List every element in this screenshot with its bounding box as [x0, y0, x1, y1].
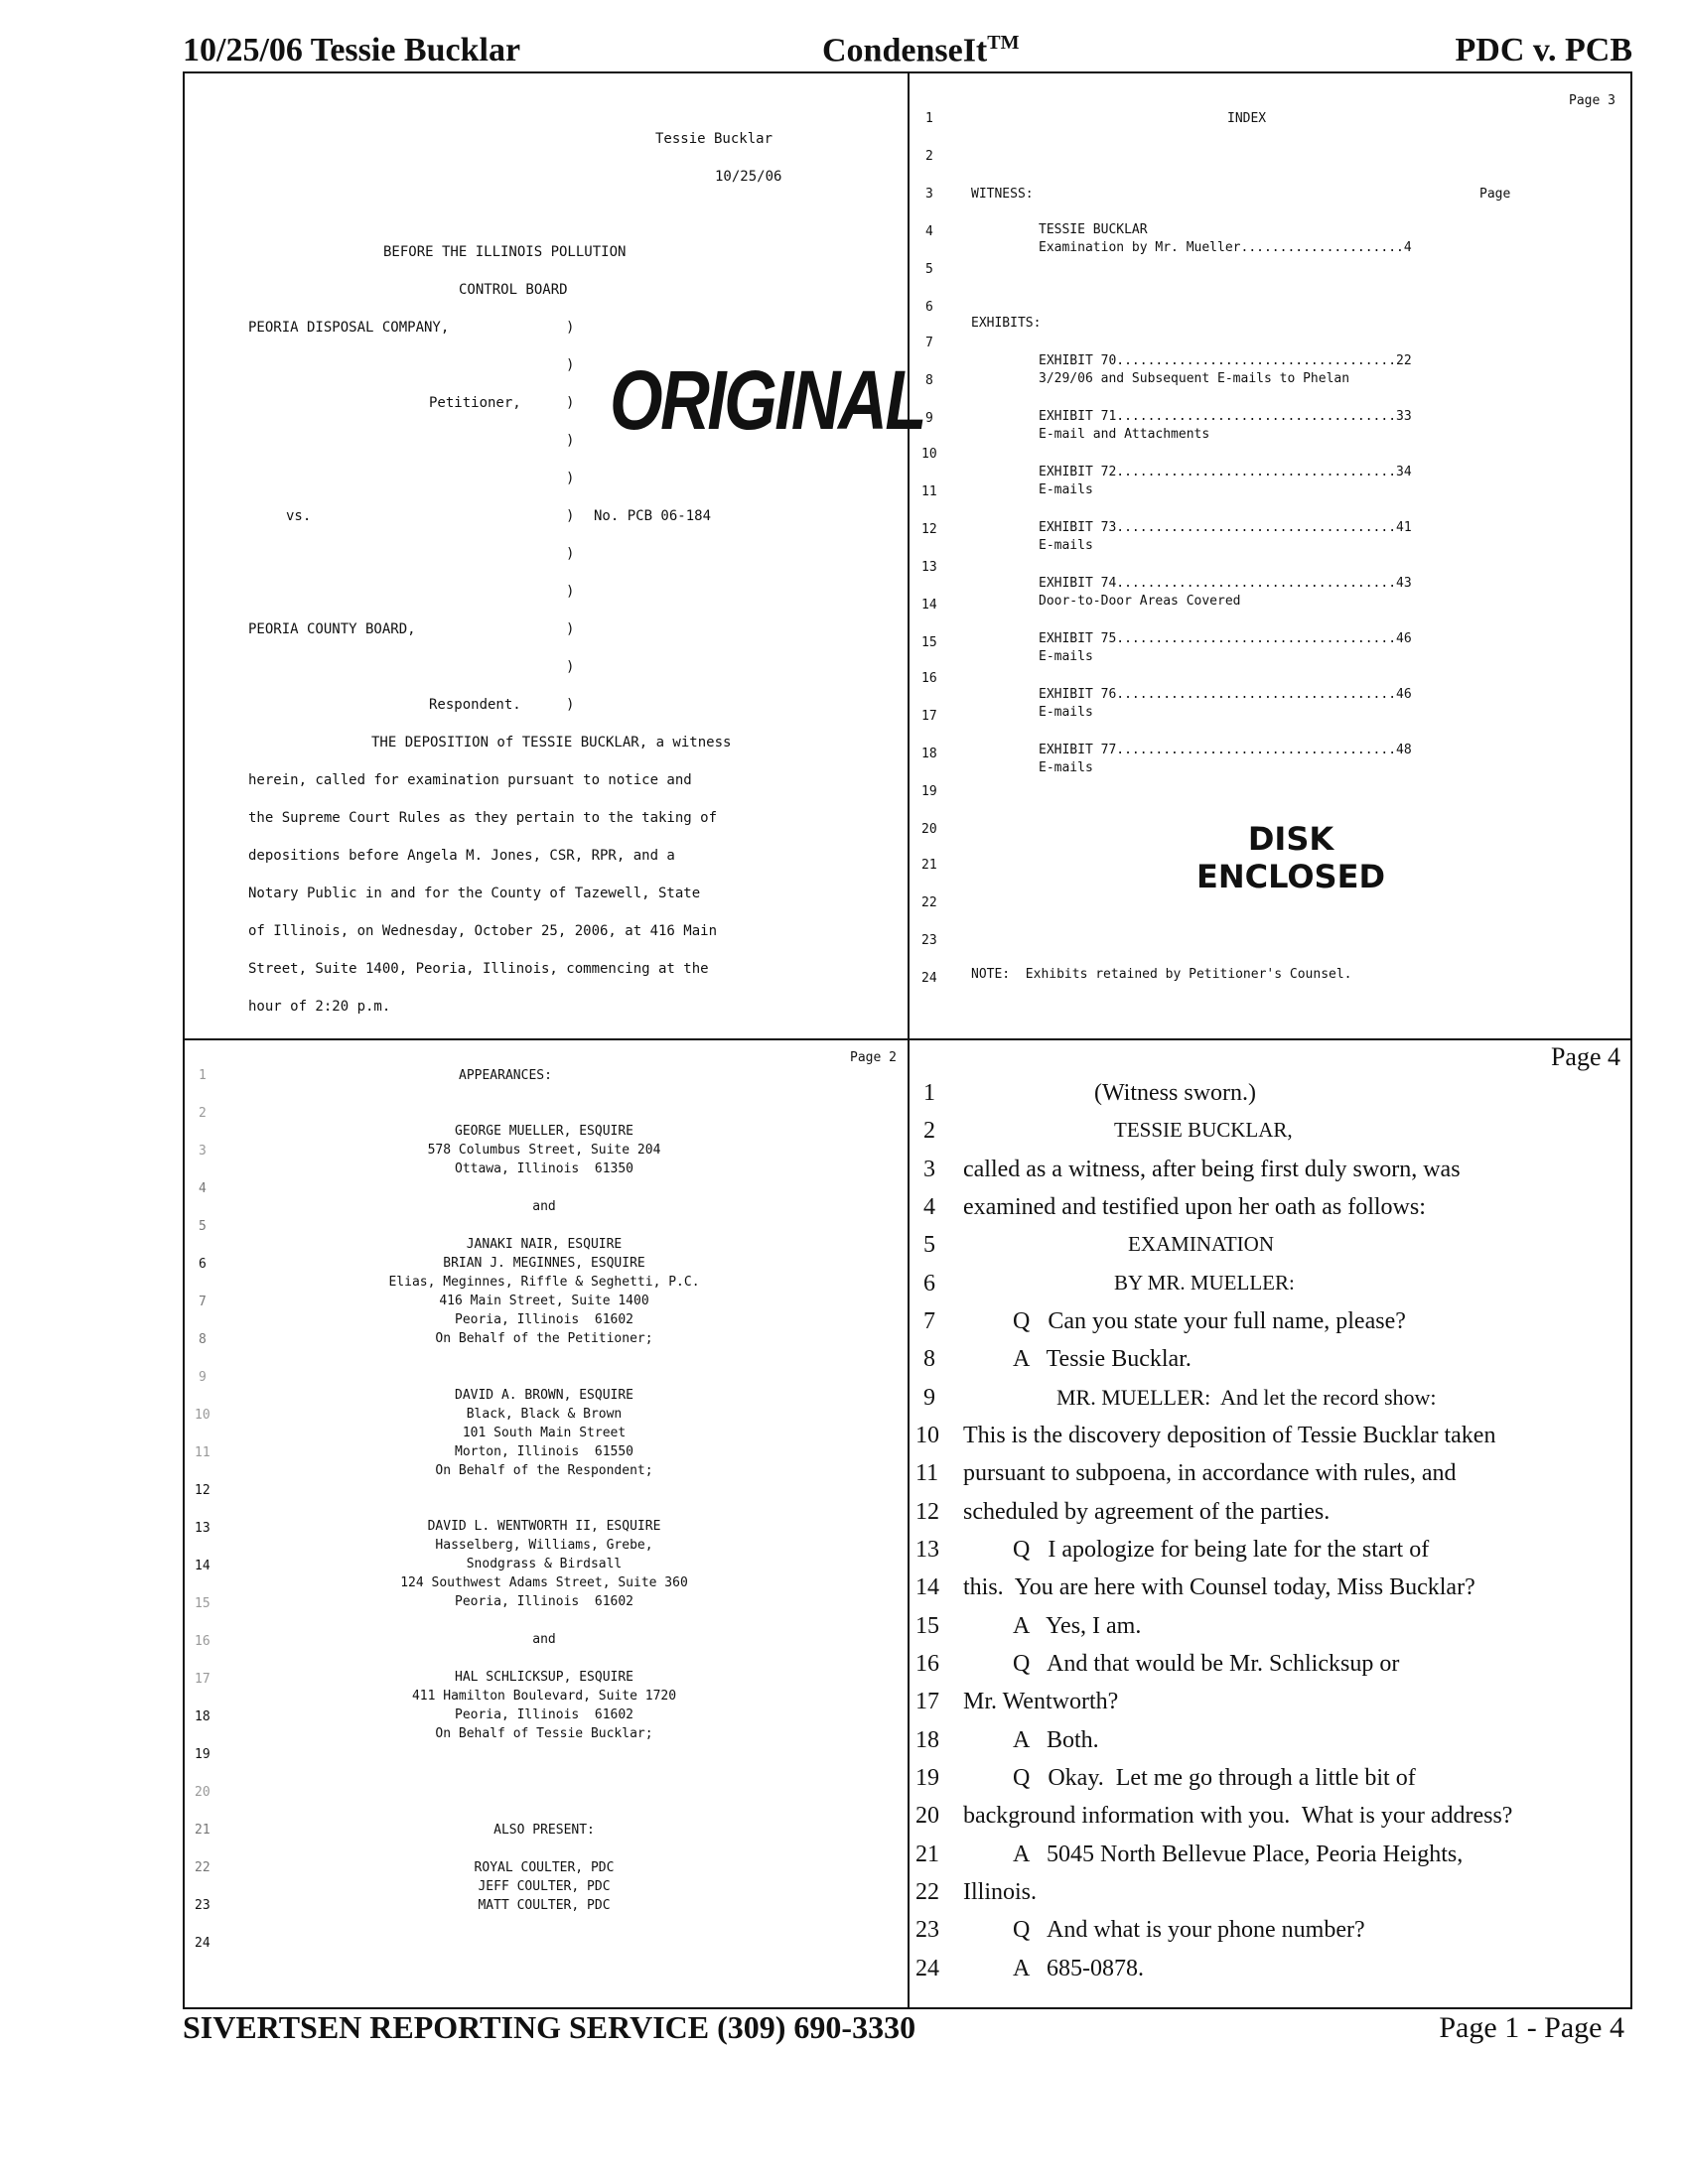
line-number: 4 — [199, 1181, 207, 1196]
caption-bracket: ) — [566, 357, 575, 373]
appearance-line: DAVID A. BROWN, ESQUIRE — [454, 1388, 634, 1403]
caption-bracket: ) — [566, 433, 575, 449]
appearance-line: Ottawa, Illinois 61350 — [454, 1161, 634, 1176]
line-number: 20 — [915, 1803, 939, 1829]
appearance-line: and — [532, 1632, 556, 1647]
appearance-line: Peoria, Illinois 61602 — [454, 1312, 634, 1327]
line-number: 11 — [915, 1460, 939, 1486]
line-number: 22 — [921, 895, 937, 910]
exhibit-description: E-mail and Attachments — [1039, 427, 1210, 442]
exhibit-entry: EXHIBIT 77....................................48 — [1039, 743, 1412, 757]
caption-bracket: ) — [566, 584, 575, 600]
appearance-line: Black, Black & Brown — [466, 1407, 623, 1422]
transcript-line: Q I apologize for being late for the start of — [1013, 1537, 1430, 1563]
transcript-line: scheduled by agreement of the parties. — [963, 1499, 1331, 1525]
line-number: 17 — [921, 709, 937, 724]
line-number: 13 — [195, 1521, 210, 1536]
line-number: 12 — [915, 1499, 939, 1525]
page1-body-line: hour of 2:20 p.m. — [248, 999, 391, 1015]
exhibit-entry: EXHIBIT 73....................................41 — [1039, 520, 1412, 535]
header-case-date: 10/25/06 Tessie Bucklar — [183, 32, 521, 68]
line-number: 14 — [195, 1559, 210, 1573]
transcript-line: A 5045 North Bellevue Place, Peoria Heights, — [1013, 1842, 1464, 1867]
footer-page-range: Page 1 - Page 4 — [1439, 2011, 1624, 2044]
line-number: 5 — [925, 262, 933, 277]
line-number: 6 — [923, 1271, 935, 1297]
page1-body-line: depositions before Angela M. Jones, CSR, RPR, and a — [248, 848, 675, 864]
page1-vs: vs. — [286, 508, 312, 524]
transcript-line: A Both. — [1013, 1727, 1099, 1753]
line-number: 16 — [915, 1651, 939, 1677]
line-number: 4 — [925, 224, 933, 239]
page1-body-line: the Supreme Court Rules as they pertain to the taking of — [248, 810, 718, 826]
transcript-line: Q Okay. Let me go through a little bit of — [1013, 1765, 1416, 1791]
transcript-line: A 685-0878. — [1013, 1956, 1144, 1981]
exhibit-description: E-mails — [1039, 482, 1093, 497]
page1-body-line: herein, called for examination pursuant to notice and — [248, 772, 692, 788]
line-number: 13 — [921, 560, 937, 575]
line-number: 8 — [923, 1346, 935, 1372]
transcript-line: Illinois. — [963, 1879, 1038, 1905]
caption-bracket: ) — [566, 320, 575, 336]
page1-respondent-label: Respondent. — [429, 697, 521, 713]
exhibit-description: E-mails — [1039, 649, 1093, 664]
line-number: 14 — [921, 598, 937, 613]
transcript-line: This is the discovery deposition of Tessie Bucklar taken — [963, 1423, 1496, 1448]
exhibit-description: 3/29/06 and Subsequent E-mails to Phelan — [1039, 371, 1350, 386]
appearance-line: GEORGE MUELLER, ESQUIRE — [454, 1124, 634, 1139]
line-number: 16 — [195, 1634, 210, 1649]
line-number: 7 — [925, 336, 933, 350]
transcript-line: Mr. Wentworth? — [963, 1689, 1119, 1714]
line-number: 6 — [199, 1257, 207, 1272]
caption-bracket: ) — [566, 697, 575, 713]
transcript-line: examined and testified upon her oath as follows: — [963, 1194, 1426, 1220]
transcript-line: TESSIE BUCKLAR, — [1114, 1118, 1293, 1142]
line-number: 15 — [915, 1613, 939, 1639]
line-number: 12 — [921, 522, 937, 537]
line-number: 15 — [921, 635, 937, 650]
page3-label: Page 3 — [1569, 93, 1615, 108]
page1-date: 10/25/06 — [715, 169, 782, 185]
page1-body-line: Notary Public in and for the County of Tazewell, State — [248, 886, 701, 901]
page1-respondent-party: PEORIA COUNTY BOARD, — [248, 621, 416, 637]
line-number: 24 — [915, 1956, 939, 1981]
page1-body-line: Street, Suite 1400, Peoria, Illinois, commencing at the — [248, 961, 709, 977]
exhibit-entry: EXHIBIT 75....................................46 — [1039, 631, 1412, 646]
page2-label: Page 2 — [850, 1050, 897, 1065]
appearance-line: MATT COULTER, PDC — [478, 1898, 611, 1913]
line-number: 12 — [195, 1483, 210, 1498]
page1-name: Tessie Bucklar — [655, 131, 773, 147]
line-number: 7 — [923, 1308, 935, 1334]
original-stamp: ORIGINAL — [610, 353, 925, 447]
line-number: 18 — [921, 747, 937, 761]
line-number: 3 — [925, 187, 933, 202]
page3-exhibits-heading: EXHIBITS: — [971, 316, 1042, 331]
line-number: 1 — [199, 1068, 207, 1083]
appearance-line: ROYAL COULTER, PDC — [474, 1860, 615, 1875]
page1-petitioner-label: Petitioner, — [429, 395, 521, 411]
line-number: 20 — [195, 1785, 210, 1800]
line-number: 19 — [195, 1747, 210, 1762]
horizontal-divider — [183, 1038, 1632, 1040]
appearance-line: JEFF COULTER, PDC — [478, 1879, 611, 1894]
transcript-line: A Yes, I am. — [1013, 1613, 1142, 1639]
page3-witness-heading: WITNESS: — [971, 187, 1034, 202]
caption-bracket: ) — [566, 546, 575, 562]
line-number: 24 — [195, 1936, 210, 1951]
line-number: 19 — [915, 1765, 939, 1791]
exhibit-description: E-mails — [1039, 705, 1093, 720]
line-number: 11 — [195, 1445, 210, 1460]
appearance-line: Peoria, Illinois 61602 — [454, 1594, 634, 1609]
footer-reporting-service: SIVERTSEN REPORTING SERVICE (309) 690-3330 — [183, 2009, 916, 2045]
exhibit-entry: EXHIBIT 70....................................22 — [1039, 353, 1412, 368]
line-number: 9 — [199, 1370, 207, 1385]
exhibit-description: E-mails — [1039, 538, 1093, 553]
line-number: 2 — [199, 1106, 207, 1121]
transcript-line: BY MR. MUELLER: — [1114, 1271, 1295, 1295]
appearance-line: 101 South Main Street — [462, 1426, 627, 1440]
line-number: 4 — [923, 1194, 935, 1220]
page1-petitioner-party: PEORIA DISPOSAL COMPANY, — [248, 320, 450, 336]
page1-body-line: THE DEPOSITION of TESSIE BUCKLAR, a witness — [371, 735, 732, 751]
line-number: 6 — [925, 300, 933, 315]
appearance-line: Snodgrass & Birdsall — [466, 1557, 623, 1571]
line-number: 22 — [915, 1879, 939, 1905]
caption-bracket: ) — [566, 621, 575, 637]
header-title: CondenseIt™ — [822, 32, 1020, 69]
exhibit-description: E-mails — [1039, 760, 1093, 775]
transcript-line: background information with you. What is your address? — [963, 1803, 1513, 1829]
appearance-line: and — [532, 1199, 556, 1214]
caption-bracket: ) — [566, 508, 575, 524]
caption-bracket: ) — [566, 659, 575, 675]
line-number: 21 — [915, 1842, 939, 1867]
appearance-line: Elias, Meginnes, Riffle & Seghetti, P.C. — [388, 1275, 700, 1290]
appearance-line: DAVID L. WENTWORTH II, ESQUIRE — [427, 1519, 661, 1534]
page1-before-line2: CONTROL BOARD — [459, 282, 568, 298]
page3-examination: Examination by Mr. Mueller.....................4 — [1039, 240, 1412, 255]
page1-before-line1: BEFORE THE ILLINOIS POLLUTION — [383, 244, 627, 260]
also-present-heading: ALSO PRESENT: — [493, 1823, 595, 1838]
exhibit-entry: EXHIBIT 74....................................43 — [1039, 576, 1412, 591]
transcript-line: (Witness sworn.) — [1094, 1080, 1257, 1106]
exhibit-entry: EXHIBIT 72....................................34 — [1039, 465, 1412, 479]
appearance-line: 578 Columbus Street, Suite 204 — [427, 1143, 661, 1158]
transcript-line: pursuant to subpoena, in accordance with rules, and — [963, 1460, 1457, 1486]
line-number: 24 — [921, 971, 937, 986]
page4-label: Page 4 — [1550, 1042, 1620, 1071]
line-number: 17 — [195, 1672, 210, 1687]
line-number: 17 — [915, 1689, 939, 1714]
line-number: 16 — [921, 671, 937, 686]
appearance-line: Hasselberg, Williams, Grebe, — [435, 1538, 653, 1553]
transcript-line: A Tessie Bucklar. — [1013, 1346, 1192, 1372]
line-number: 9 — [925, 411, 933, 426]
transcript-line: EXAMINATION — [1128, 1232, 1274, 1256]
line-number: 9 — [923, 1385, 935, 1411]
appearance-line: Peoria, Illinois 61602 — [454, 1707, 634, 1722]
exhibit-description: Door-to-Door Areas Covered — [1039, 594, 1241, 609]
page2-appearances-title: APPEARANCES: — [459, 1068, 552, 1083]
caption-bracket: ) — [566, 471, 575, 486]
line-number: 2 — [923, 1118, 935, 1144]
page3-page-heading: Page — [1479, 187, 1511, 202]
line-number: 21 — [195, 1823, 210, 1838]
transcript-line: MR. MUELLER: And let the record show: — [1056, 1385, 1437, 1410]
appearance-line: HAL SCHLICKSUP, ESQUIRE — [454, 1670, 634, 1685]
line-number: 22 — [195, 1860, 210, 1875]
appearance-line: JANAKI NAIR, ESQUIRE — [466, 1237, 623, 1252]
line-number: 15 — [195, 1596, 210, 1611]
exhibit-entry: EXHIBIT 71....................................33 — [1039, 409, 1412, 424]
line-number: 3 — [199, 1144, 207, 1159]
appearance-line: On Behalf of the Petitioner; — [435, 1331, 653, 1346]
caption-bracket: ) — [566, 395, 575, 411]
line-number: 5 — [923, 1232, 935, 1258]
line-number: 10 — [195, 1408, 210, 1423]
appearance-line: 411 Hamilton Boulevard, Suite 1720 — [411, 1689, 677, 1704]
line-number: 20 — [921, 822, 937, 837]
line-number: 23 — [921, 933, 937, 948]
line-number: 23 — [915, 1917, 939, 1943]
line-number: 7 — [199, 1295, 207, 1309]
line-number: 23 — [195, 1898, 210, 1913]
line-number: 2 — [925, 149, 933, 164]
line-number: 1 — [925, 111, 933, 126]
appearance-line: BRIAN J. MEGINNES, ESQUIRE — [443, 1256, 645, 1271]
transcript-line: Q And what is your phone number? — [1013, 1917, 1365, 1943]
page3-index-title: INDEX — [1227, 111, 1267, 126]
header-case-name: PDC v. PCB — [1455, 32, 1632, 68]
transcript-line: this. You are here with Counsel today, Miss Bucklar? — [963, 1574, 1475, 1600]
page1-case-number: No. PCB 06-184 — [594, 508, 712, 524]
line-number: 5 — [199, 1219, 207, 1234]
appearance-line: 124 Southwest Adams Street, Suite 360 — [400, 1575, 688, 1590]
line-number: 8 — [199, 1332, 207, 1347]
appearance-line: Morton, Illinois 61550 — [454, 1444, 634, 1459]
appearance-line: On Behalf of Tessie Bucklar; — [435, 1726, 653, 1741]
transcript-line: Q Can you state your full name, please? — [1013, 1308, 1406, 1334]
page3-witness-name: TESSIE BUCKLAR — [1039, 222, 1148, 237]
line-number: 8 — [925, 373, 933, 388]
line-number: 21 — [921, 858, 937, 873]
exhibit-entry: EXHIBIT 76....................................46 — [1039, 687, 1412, 702]
line-number: 14 — [915, 1574, 939, 1600]
line-number: 18 — [915, 1727, 939, 1753]
transcript-line: Q And that would be Mr. Schlicksup or — [1013, 1651, 1400, 1677]
line-number: 13 — [915, 1537, 939, 1563]
page3-note: NOTE: Exhibits retained by Petitioner's Counsel. — [971, 967, 1352, 982]
line-number: 10 — [921, 447, 937, 462]
appearance-line: 416 Main Street, Suite 1400 — [439, 1294, 649, 1308]
line-number: 1 — [923, 1080, 935, 1106]
line-number: 10 — [915, 1423, 939, 1448]
line-number: 19 — [921, 784, 937, 799]
line-number: 3 — [923, 1157, 935, 1182]
disk-enclosed-stamp: DISK ENCLOSED — [1195, 820, 1386, 895]
transcript-line: called as a witness, after being first duly sworn, was — [963, 1157, 1461, 1182]
line-number: 11 — [921, 484, 937, 499]
line-number: 18 — [195, 1709, 210, 1724]
page1-body-line: of Illinois, on Wednesday, October 25, 2006, at 416 Main — [248, 923, 718, 939]
appearance-line: On Behalf of the Respondent; — [435, 1463, 653, 1478]
